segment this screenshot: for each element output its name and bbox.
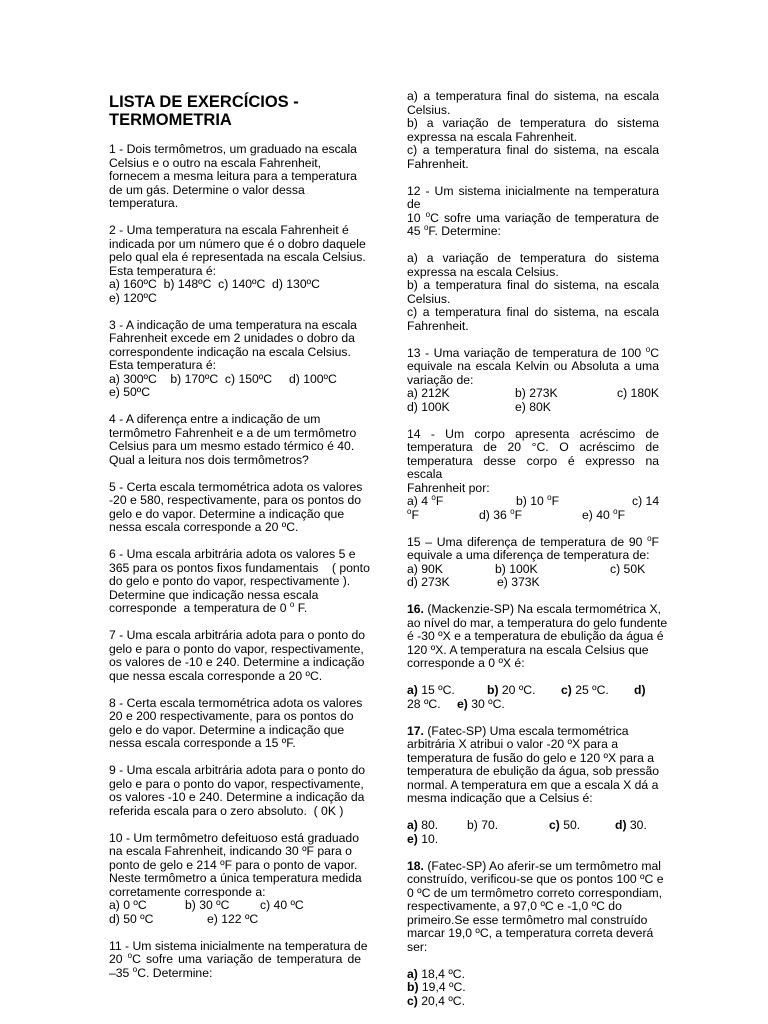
text-line: Celsius para um mesmo estado térmico é 40. [109, 439, 355, 453]
text-line: corretamente corresponde a: [109, 884, 266, 899]
degree-mark: o [407, 506, 412, 516]
text-line: 20 e 200 respectivamente, para os pontos do [109, 709, 354, 723]
option-label: d) 36 [479, 507, 511, 522]
option-d [615, 818, 647, 832]
option-value: 70. [477, 818, 499, 832]
text-fragment: (Mackenzie-SP) Na escala termométrica X, [423, 602, 662, 616]
degree-mark: o [425, 209, 431, 219]
answer-options: a) 300ºC b) 170ºC c) 150ºC d) 100ºC [109, 371, 337, 386]
text-line: respectivamente, a 97,0 ºC e -1,0 ºC do [407, 899, 622, 913]
text-fragment: C sofre uma variação de temperatura de [430, 210, 660, 225]
option-key: c) [561, 683, 572, 697]
option-key: b) [407, 980, 419, 994]
text-line: Neste termômetro a única temperatura medida [109, 871, 362, 885]
question-5 [109, 481, 361, 535]
answer-options [407, 506, 659, 523]
option-e: e) 373K [497, 575, 540, 589]
option-key: d) [615, 818, 627, 832]
unit: F [617, 507, 626, 522]
option-key: b) [467, 818, 478, 832]
text-fragment: 10 [407, 210, 426, 225]
title-line-1: LISTA DE EXERCÍCIOS - [109, 93, 299, 111]
text-line: do gelo e ponto do vapor, respectivamente ). [109, 574, 351, 588]
text-line: indicada por um número que é o dobro daquele [109, 236, 366, 251]
text-line: é -30 ºX e a temperatura de ebulição da água é [407, 629, 664, 643]
option-c-unit [407, 506, 479, 523]
text-line: 4 - A diferença entre a indicação de um [109, 412, 321, 426]
question-11-items [407, 90, 659, 171]
option-d-key: d) [634, 683, 646, 697]
degree-mark: o [510, 506, 515, 516]
text-line: Fahrenheit por: [407, 480, 490, 495]
answer-options [407, 495, 659, 509]
question-number: 16. [407, 602, 424, 616]
text-line: 6 - Uma escala arbitrária adota os valores 5 e [109, 547, 356, 561]
option-a [407, 684, 487, 698]
option-b: b) 30 ºC [185, 898, 230, 912]
option-c [561, 684, 634, 698]
text-line: variação de: [407, 372, 474, 387]
text-line: temperatura. [109, 196, 179, 210]
text-line: construído, verificou-se que os pontos 100 ºC e [407, 872, 664, 886]
text-line: 8 - Certa escala termométrica adota os valores [109, 695, 363, 710]
option-label: b) 10 [516, 494, 548, 508]
option-c [407, 995, 659, 1009]
answer-options [407, 576, 659, 590]
text-line: nessa escala corresponde a 20 ºC. [109, 520, 299, 534]
degree-mark: o [645, 344, 651, 354]
text-line [407, 209, 660, 226]
option-label: e) 40 [582, 507, 614, 522]
option-key: e) [457, 696, 468, 711]
text-line: temperatura desse corpo é expresso na escala [407, 453, 659, 481]
question-number: 17. [407, 723, 424, 738]
text-line [407, 533, 659, 550]
text-line: gelo e do vapor. Determine a indicação que [109, 722, 345, 737]
option-c: c) 40 ºC [260, 898, 304, 912]
text-line: c) a temperatura final do sistema, na escala [407, 305, 659, 319]
option-value: 30. [626, 818, 647, 832]
text-line [109, 964, 361, 981]
text-line: a) a variação de temperatura do sistema [407, 251, 659, 265]
text-line: 7 - Uma escala arbitrária adota para o ponto do [109, 628, 366, 642]
text-line: Fahrenheit excede em 2 unidades o dobro da [109, 331, 355, 345]
option-e [582, 508, 625, 522]
text-line: mesma indicação que a Celsius é: [407, 791, 593, 805]
text-line: gelo e para o ponto do vapor, respectivamente, [109, 641, 364, 656]
text-line: que nessa escala corresponde a 20 ºC. [109, 668, 323, 683]
option-a: a) 212K [407, 386, 450, 400]
text-fragment: F [651, 534, 659, 549]
text-line: equivale a uma diferença de temperatura de: [407, 548, 650, 562]
text-line: os valores de -10 e 240. Determine a indicação [109, 655, 365, 669]
text-line: Celsius. [407, 291, 451, 306]
degree-mark: o [423, 223, 429, 232]
question-11 [109, 938, 368, 981]
option-e [457, 697, 505, 711]
text-line: ser: [407, 939, 428, 954]
text-line: nessa escala corresponde a 15 ºF. [109, 736, 296, 750]
text-fragment: F. [294, 601, 308, 615]
text-line: Celsius e o outro na escala Fahrenheit, [109, 155, 322, 170]
text-line: ponto de gelo e 214 ºF para o ponto de vapor. [109, 857, 358, 872]
degree-mark: o [647, 533, 652, 543]
option-key: a) [407, 966, 418, 981]
question-10 [109, 832, 361, 927]
text-line: expressa na escala Celsius. [407, 264, 559, 279]
option-value: 30 ºC. [467, 696, 505, 711]
text-line: equivale na escala Kelvin ou Absoluta a uma [407, 359, 659, 373]
option-key: e) [407, 831, 418, 846]
question-4 [109, 413, 361, 467]
answer-options [407, 698, 659, 712]
option-b: b) 273K [515, 386, 558, 400]
option-b: b) 100K [495, 561, 538, 576]
text-line [407, 344, 659, 361]
text-line: 12 - Um sistema inicialmente na temperatura de [407, 183, 659, 211]
unit: F [514, 507, 523, 522]
text-line: Celsius. [407, 102, 451, 117]
text-line: gelo e do vapor. Determine a indicação que [109, 506, 345, 521]
text-fragment: 45 [407, 224, 424, 238]
text-fragment: 13 - Uma variação de temperatura de 100 [407, 345, 646, 360]
answer-options: e) 120ºC [109, 290, 157, 305]
option-value: 19,4 ºC. [418, 980, 466, 994]
text-line [407, 602, 662, 617]
text-line [407, 725, 659, 739]
left-column [109, 90, 370, 994]
text-fragment: C sofre uma variação de temperatura de [132, 952, 362, 966]
text-line: Fahrenheit. [407, 156, 469, 171]
answer-options [407, 387, 659, 401]
degree-mark: o [431, 493, 436, 502]
text-line: b) a temperatura final do sistema, na escala [407, 278, 659, 292]
answer-options [407, 819, 659, 833]
text-line: 11 - Um sistema inicialmente na temperatura de [109, 938, 368, 953]
option-a: a) 90K [407, 561, 443, 576]
question-1 [109, 143, 361, 211]
text-line: de um gás. Determine o valor dessa [109, 182, 305, 197]
answer-options: a) 160ºC b) 148ºC c) 140ºC d) 130ºC [109, 277, 320, 291]
text-line: temperatura de ebulição da água, sob pressão [407, 764, 660, 778]
option-c: c) 50K [610, 561, 646, 576]
text-line: os valores -10 e 240. Determine a indicação da [109, 790, 365, 804]
option-label: a) 4 [407, 494, 432, 508]
question-number: 18. [407, 858, 424, 873]
option-value: 80. [417, 818, 439, 832]
text-line: arbitrária X atribui o valor -20 ºX para a [407, 737, 619, 751]
text-fragment: corresponde a temperatura de 0 [109, 601, 290, 615]
text-line: marcar 19,0 ºC, a temperatura correta deverá [407, 926, 654, 940]
option-value: 18,4 ºC. [417, 966, 465, 981]
option-key: c) [549, 818, 560, 832]
text-line: c) a temperatura final do sistema, na escala [407, 143, 659, 157]
option-b [487, 684, 561, 698]
text-line: 0 ºC de um termômetro correto correspondiam, [407, 885, 663, 900]
question-15 [407, 533, 659, 590]
text-line: Qual a leitura nos dois termômetros? [109, 452, 309, 467]
text-line: termômetro Fahrenheit e a de um termômetro [109, 425, 357, 440]
question-2 [109, 223, 366, 305]
question-6 [109, 547, 370, 616]
option-key: a) [407, 818, 418, 832]
text-line [407, 860, 659, 874]
text-line: 3 - A indicação de uma temperatura na escala [109, 317, 357, 332]
answer-options [407, 833, 659, 847]
text-fragment: C. Determine: [137, 965, 213, 980]
question-9 [109, 763, 366, 818]
text-line: ao nível do mar, a temperatura do gelo fundente [407, 615, 668, 630]
right-column [407, 89, 668, 1022]
answer-options [407, 563, 659, 577]
text-line [109, 953, 361, 967]
text-line: na escala Fahrenheit, indicando 30 ºF para o [109, 844, 352, 858]
text-line: b) a variação de temperatura do sistema [407, 116, 659, 130]
answer-options [407, 401, 659, 415]
degree-mark: o [613, 506, 618, 516]
text-fragment: 15 – Uma diferença de temperatura de 90 [407, 534, 648, 549]
option-d: d) 50 ºC [109, 911, 154, 926]
text-line: 365 para os pontos fixos fundamentais ( ponto [109, 560, 370, 575]
text-line [109, 602, 361, 616]
text-line: Fahrenheit. [407, 318, 469, 333]
text-line: 2 - Uma temperatura na escala Fahrenheit é [109, 223, 349, 237]
text-line: a) a temperatura final do sistema, na escala [407, 89, 659, 103]
option-c: c) 14 [632, 494, 660, 508]
text-fragment: (Fatec-SP) Ao aferir-se um termômetro mal [423, 858, 661, 873]
question-14 [407, 428, 659, 523]
text-fragment: F. Determine: [428, 224, 501, 238]
option-a: a) 0 ºC [109, 898, 147, 912]
option-a [407, 968, 659, 982]
text-line: 1 - Dois termômetros, um graduado na escala [109, 142, 357, 156]
text-fragment: (Fatec-SP) Uma escala termométrica [423, 723, 629, 738]
option-d: d) 273K [407, 575, 450, 589]
text-line: 5 - Certa escala termométrica adota os valores [109, 479, 363, 494]
question-18 [407, 858, 664, 1009]
text-line: Determine que indicação nessa escala [109, 587, 319, 602]
degree-mark: o [289, 600, 295, 609]
document-title [109, 90, 361, 129]
option-e: e) 122 ºC [207, 911, 259, 926]
text-line: Esta temperatura é: [109, 263, 217, 278]
question-13 [407, 344, 660, 415]
question-12-items [407, 252, 659, 333]
question-12 [407, 185, 659, 239]
option-e [407, 832, 438, 846]
text-line: correspondente indicação na escala Celsius. [109, 344, 351, 359]
option-c [549, 819, 615, 833]
option-key: a) [407, 683, 418, 697]
text-line: normal. A temperatura em que a escala X dá a [407, 777, 659, 792]
text-line: temperatura de 20 °C. O acréscimo de [407, 440, 659, 454]
option-b [407, 981, 659, 995]
text-fragment: –35 [109, 965, 133, 980]
option-a [407, 495, 516, 509]
option-c: c) 180K [617, 386, 660, 400]
text-line: primeiro.Se esse termômetro mal construído [407, 912, 648, 927]
option-b [467, 819, 549, 833]
text-line: 9 - Uma escala arbitrária adota para o ponto do [109, 763, 366, 777]
option-value: 20 ºC. [498, 683, 536, 697]
option-a [407, 819, 467, 833]
answer-options [407, 684, 659, 698]
text-line: 14 - Um corpo apresenta acréscimo de [407, 426, 659, 441]
text-line: corresponde a 0 ºX é: [407, 656, 525, 670]
option-key: c) [407, 993, 418, 1008]
question-7 [109, 628, 366, 683]
answer-options [109, 913, 361, 927]
text-line [407, 225, 659, 239]
text-line: referida escala para o zero absoluto. ( 0K ) [109, 803, 344, 818]
question-16 [407, 602, 668, 711]
unit: F [435, 494, 444, 508]
question-3 [109, 319, 361, 400]
option-value: 50. [559, 818, 581, 832]
text-line: 10 - Um termômetro defeituoso está graduado [109, 830, 359, 845]
option-value: 15 ºC. [417, 683, 455, 697]
text-line: pelo qual ela é representada na escala Celsius. [109, 250, 366, 264]
unit: F [411, 507, 419, 522]
degree-mark: o [127, 951, 133, 960]
question-17 [407, 725, 659, 847]
text-line: Esta temperatura é: [109, 358, 217, 372]
answer-options [109, 899, 361, 913]
text-line: gelo e para o ponto do vapor, respectivamente, [109, 776, 364, 791]
text-line: fornecem a mesma leitura para a temperatura [109, 169, 357, 183]
answer-options: e) 50ºC [109, 385, 151, 399]
degree-mark: o [132, 964, 138, 974]
question-8 [109, 697, 361, 751]
option-value: 10. [417, 831, 439, 846]
option-value: 25 ºC. [571, 683, 609, 697]
option-value: 20,4 ºC. [417, 993, 465, 1008]
text-line: expressa na escala Fahrenheit. [407, 129, 578, 144]
option-e: e) 80K [515, 399, 551, 414]
option-d-value: 28 ºC. [407, 696, 441, 711]
degree-mark: o [547, 493, 552, 502]
option-d: d) 100K [407, 399, 450, 414]
text-line: 120 ºX. A temperatura na escala Celsius que [407, 642, 649, 657]
text-fragment: C [650, 345, 659, 360]
option-d [479, 506, 582, 523]
title-line-2: TERMOMETRIA [109, 111, 232, 129]
text-fragment: 20 [109, 952, 128, 966]
text-line: temperatura de fusão do gelo e 120 ºX para a [407, 750, 655, 765]
unit: F [551, 494, 560, 508]
option-key: b) [487, 683, 499, 697]
text-line: -20 e 580, respectivamente, para os pontos do [109, 493, 362, 507]
